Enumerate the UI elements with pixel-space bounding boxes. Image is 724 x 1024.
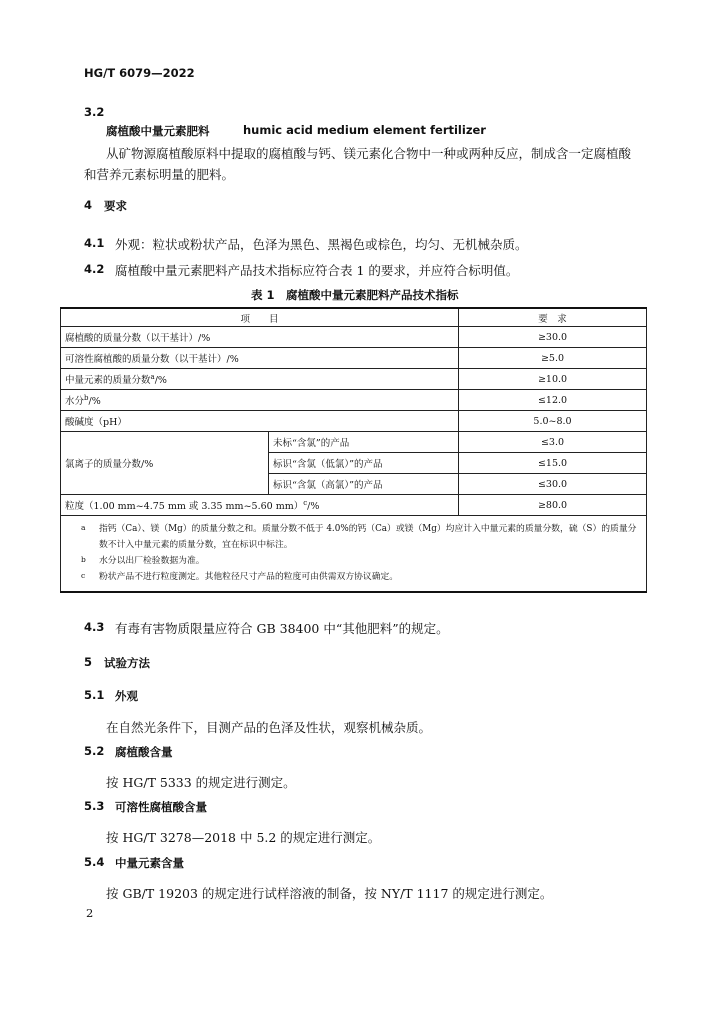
note-text: 粉状产品不进行粒度测定。其他粒径尺寸产品的粒度可由供需双方协议确定。 bbox=[99, 572, 399, 582]
row-item-text: 水分 bbox=[65, 396, 85, 407]
row-requirement: ≤3.0 bbox=[459, 432, 647, 453]
chloride-label: 氯离子的质量分数/% bbox=[61, 432, 269, 495]
section-5-4-body: 按 GB/T 19203 的规定进行试样溶液的制备，按 NY/T 1117 的规定进行测定。 bbox=[106, 886, 553, 901]
row-item-text: 粒度（1.00 mm~4.75 mm 或 3.35 mm~5.60 mm） bbox=[65, 501, 304, 512]
note-text: 水分以出厂检验数据为准。 bbox=[99, 556, 205, 566]
term-chinese: 腐植酸中量元素肥料 bbox=[106, 124, 210, 138]
section-5-2-body: 按 HG/T 5333 的规定进行测定。 bbox=[106, 775, 296, 790]
section-4-2-number: 4.2 bbox=[84, 262, 105, 276]
section-5-1-title: 外观 bbox=[115, 689, 138, 703]
table-row bbox=[61, 369, 647, 390]
row-item bbox=[61, 495, 459, 516]
row-item: 标识“含氯（低氯）”的产品 bbox=[269, 453, 459, 474]
table-caption: 表 1 腐植酸中量元素肥料产品技术指标 bbox=[251, 288, 459, 302]
row-item: 未标“含氯”的产品 bbox=[269, 432, 459, 453]
section-5-1-number: 5.1 bbox=[84, 688, 105, 702]
section-4-title: 要求 bbox=[104, 199, 127, 213]
header-item: 项 目 bbox=[61, 308, 459, 327]
header-requirement: 要 求 bbox=[459, 308, 647, 327]
table-notes bbox=[61, 516, 647, 593]
row-requirement: ≤30.0 bbox=[459, 474, 647, 495]
note-text: 指钙（Ca）、镁（Mg）的质量分数之和。质量分数不低于 4.0%的钙（Ca）或镁（Mg）均应计入中量元素的质量分数，硫（S）的质量分数不计入中量元素的质量分数，宜在标识中标注。 bbox=[99, 524, 637, 550]
section-4-3-text: 有毒有害物质限量应符合 GB 38400 中“其他肥料”的规定。 bbox=[115, 621, 449, 636]
row-item: 标识“含氯（高氯）”的产品 bbox=[269, 474, 459, 495]
row-requirement: 5.0~8.0 bbox=[459, 411, 647, 432]
section-4-1-number: 4.1 bbox=[84, 236, 105, 250]
row-requirement: ≤15.0 bbox=[459, 453, 647, 474]
footnote-mark: c bbox=[303, 498, 308, 507]
section-5-3-title: 可溶性腐植酸含量 bbox=[115, 800, 207, 814]
row-item: 酸碱度（pH） bbox=[61, 411, 459, 432]
table-note bbox=[67, 553, 640, 569]
page-number: 2 bbox=[86, 906, 94, 920]
table-notes-row bbox=[61, 516, 647, 593]
section-5-title: 试验方法 bbox=[104, 656, 150, 670]
section-5-3-body: 按 HG/T 3278—2018 中 5.2 的规定进行测定。 bbox=[106, 830, 381, 845]
section-5-number: 5 bbox=[84, 655, 93, 669]
row-requirement: ≥10.0 bbox=[459, 369, 647, 390]
section-4-3-number: 4.3 bbox=[84, 620, 105, 634]
row-item-text: 中量元素的质量分数 bbox=[65, 375, 151, 386]
section-4-2-text: 腐植酸中量元素肥料产品技术指标应符合表 1 的要求，并应符合标明值。 bbox=[115, 263, 519, 278]
section-5-4-title: 中量元素含量 bbox=[115, 856, 184, 870]
note-mark: b bbox=[81, 555, 86, 564]
section-5-4-number: 5.4 bbox=[84, 855, 105, 869]
note-mark: a bbox=[81, 523, 86, 532]
term-english: humic acid medium element fertilizer bbox=[243, 123, 486, 137]
document-code: HG/T 6079—2022 bbox=[84, 66, 195, 80]
definition-line-1: 从矿物源腐植酸原料中提取的腐植酸与钙、镁元素化合物中一种或两种反应，制成含一定腐植酸 bbox=[106, 146, 632, 161]
table-row bbox=[61, 327, 647, 348]
row-item bbox=[61, 369, 459, 390]
note-mark: c bbox=[81, 571, 86, 580]
table-header-row bbox=[61, 308, 647, 327]
footnote-mark: b bbox=[84, 393, 89, 402]
row-requirement: ≤12.0 bbox=[459, 390, 647, 411]
row-requirement: ≥5.0 bbox=[459, 348, 647, 369]
row-item-unit: /% bbox=[307, 501, 320, 512]
table-row bbox=[61, 348, 647, 369]
table-row bbox=[61, 411, 647, 432]
section-4-1-text: 外观：粒状或粉状产品，色泽为黑色、黑褐色或棕色，均匀、无机械杂质。 bbox=[115, 237, 528, 252]
section-5-2-number: 5.2 bbox=[84, 744, 105, 758]
row-item-unit: /% bbox=[154, 375, 167, 386]
row-item: 腐植酸的质量分数（以干基计）/% bbox=[61, 327, 459, 348]
row-requirement: ≥30.0 bbox=[459, 327, 647, 348]
section-4-number: 4 bbox=[84, 198, 93, 212]
table-note bbox=[67, 521, 640, 553]
table-row bbox=[61, 495, 647, 516]
section-3-2-number: 3.2 bbox=[84, 105, 105, 119]
section-5-2-title: 腐植酸含量 bbox=[115, 745, 173, 759]
row-item-unit: /% bbox=[88, 396, 101, 407]
footnote-mark: a bbox=[150, 372, 155, 381]
table-note bbox=[67, 569, 640, 585]
row-item bbox=[61, 390, 459, 411]
spec-table bbox=[60, 307, 647, 593]
table-row bbox=[61, 390, 647, 411]
row-item: 可溶性腐植酸的质量分数（以干基计）/% bbox=[61, 348, 459, 369]
row-requirement: ≥80.0 bbox=[459, 495, 647, 516]
table-row bbox=[61, 432, 647, 453]
section-5-3-number: 5.3 bbox=[84, 799, 105, 813]
section-5-1-body: 在自然光条件下，目测产品的色泽及性状，观察机械杂质。 bbox=[106, 720, 432, 735]
definition-line-2: 和营养元素标明量的肥料。 bbox=[84, 167, 235, 182]
